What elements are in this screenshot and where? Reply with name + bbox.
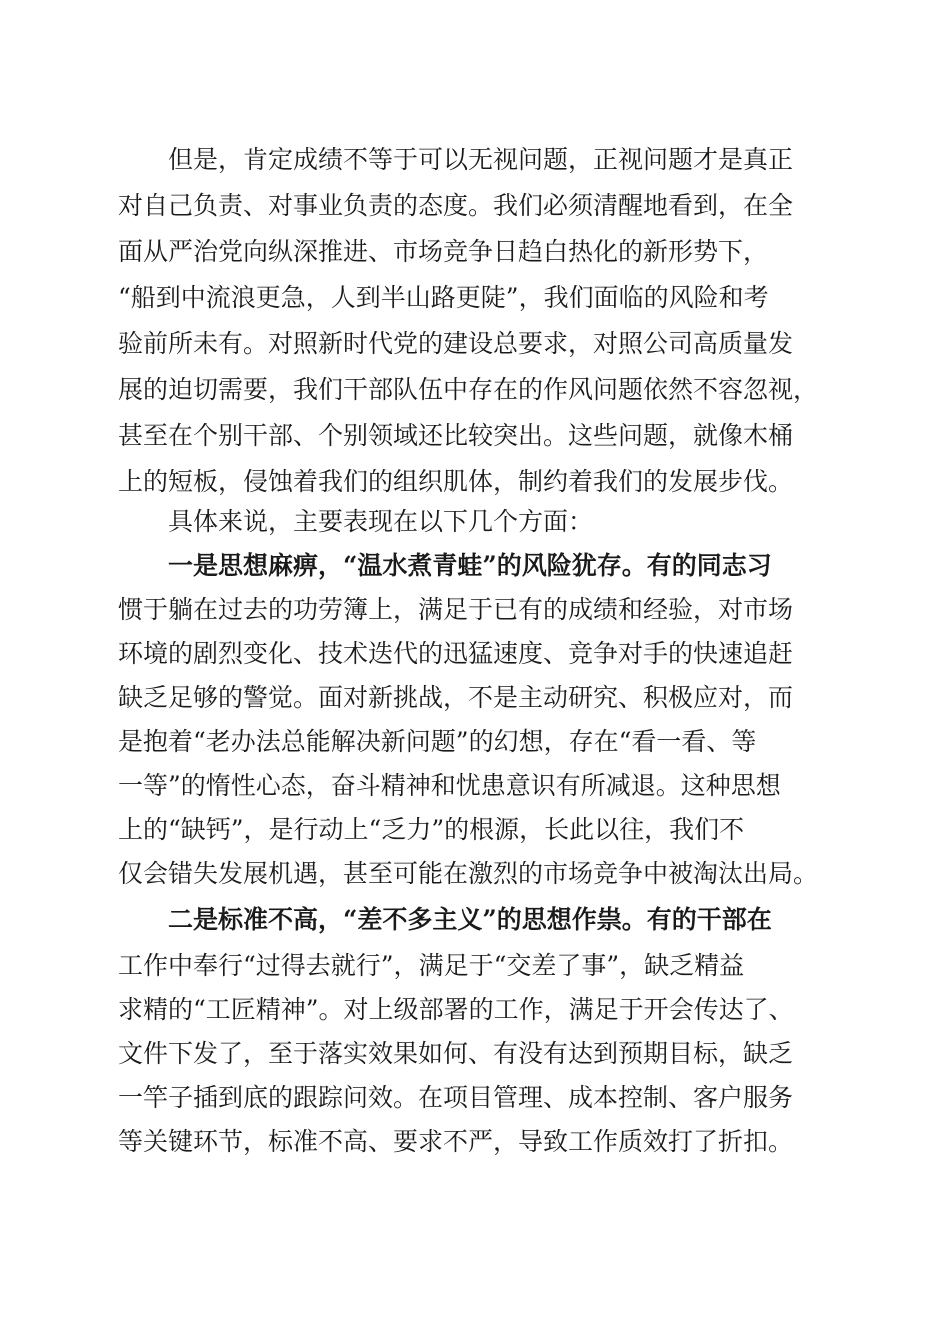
paragraph-4-line-1: 二是标准不高，“差不多主义”的思想作祟。有的干部在 [168, 905, 772, 934]
paragraph-4-line-3: 求精的“工匠精神”。对上级部署的工作，满足于开会传达了、 [118, 995, 794, 1024]
paragraph-3-line-5: 是抱着“老办法总能解决新问题”的幻想，存在“看一看、等 [118, 727, 757, 756]
paragraph-3-line-4: 缺乏足够的警觉。面对新挑战，不是主动研究、积极应对，而 [118, 683, 794, 712]
paragraph-1-line-2: 对自己负责、对事业负责的态度。我们必须清醒地看到，在全 [118, 191, 794, 220]
paragraph-3-line-7: 上的“缺钙”，是行动上“乏力”的根源，长此以往，我们不 [118, 815, 745, 844]
paragraph-3-line-1: 一是思想麻痹，“温水煮青蛙”的风险犹存。有的同志习 [168, 551, 772, 580]
paragraph-3-line-8: 仅会错失发展机遇，甚至可能在激烈的市场竞争中被淘汰出局。 [118, 859, 819, 888]
paragraph-1-line-4: “船到中流浪更急，人到半山路更陡”，我们面临的风险和考 [118, 283, 769, 312]
paragraph-4-line-4: 文件下发了，至于落实效果如何、有没有达到预期目标，缺乏 [118, 1039, 794, 1068]
paragraph-4-line-6: 等关键环节，标准不高、要求不严，导致工作质效打了折扣。 [118, 1127, 794, 1156]
paragraph-1-line-6: 展的迫切需要，我们干部队伍中存在的作风问题依然不容忽视， [118, 375, 819, 404]
paragraph-1-line-8: 上的短板，侵蚀着我们的组织肌体，制约着我们的发展步伐。 [118, 467, 794, 496]
paragraph-3-line-2: 惯于躺在过去的功劳簿上，满足于已有的成绩和经验，对市场 [118, 595, 794, 624]
paragraph-1-line-3: 面从严治党向纵深推进、市场竞争日趋白热化的新形势下， [118, 237, 769, 266]
paragraph-4-line-5: 一竿子插到底的跟踪问效。在项目管理、成本控制、客户服务 [118, 1083, 794, 1112]
paragraph-1-line-5: 验前所未有。对照新时代党的建设总要求，对照公司高质量发 [118, 329, 794, 358]
paragraph-2-line-1: 具体来说，主要表现在以下几个方面： [168, 507, 594, 536]
paragraph-1-line-1: 但是，肯定成绩不等于可以无视问题，正视问题才是真正 [168, 145, 794, 174]
paragraph-4-line-2: 工作中奉行“过得去就行”，满足于“交差了事”，缺乏精益 [118, 951, 745, 980]
paragraph-3-line-3: 环境的剧烈变化、技术迭代的迅猛速度、竞争对手的快速追赶 [118, 639, 794, 668]
paragraph-3-line-6: 一等”的惰性心态，奋斗精神和忧患意识有所减退。这种思想 [118, 771, 781, 800]
paragraph-1-line-7: 甚至在个别干部、个别领域还比较突出。这些问题，就像木桶 [118, 421, 794, 450]
